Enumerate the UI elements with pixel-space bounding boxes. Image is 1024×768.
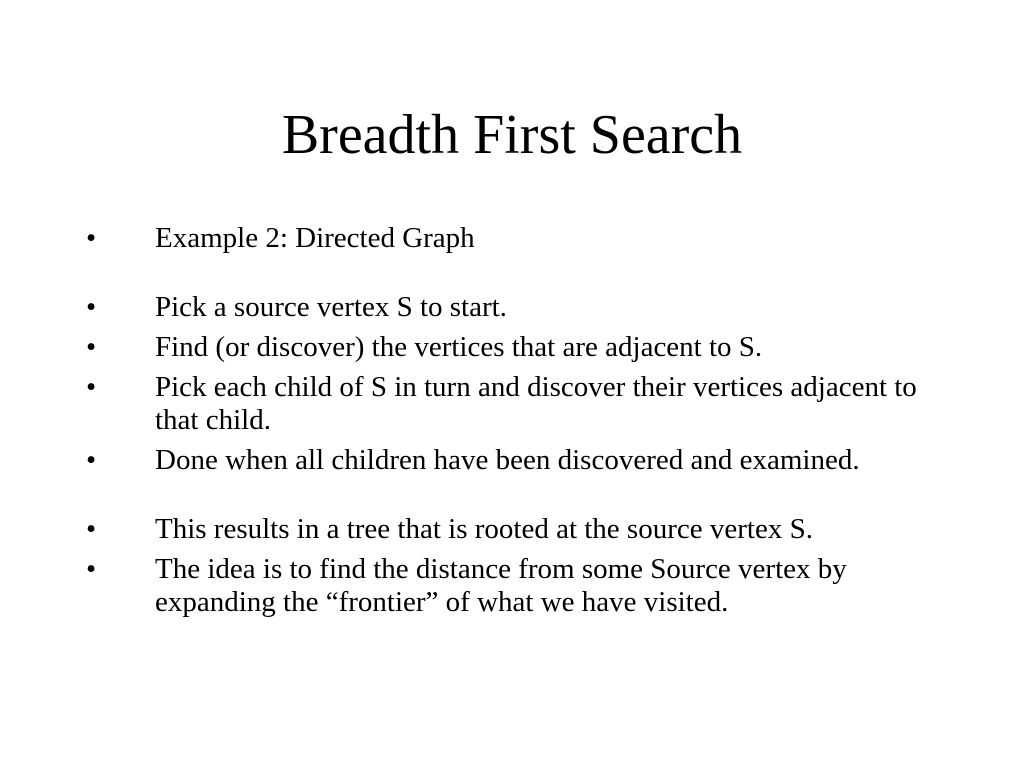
bullet-text: Example 2: Directed Graph — [155, 222, 475, 254]
bullet-item — [0, 331, 1024, 364]
bullet-item — [0, 222, 1024, 255]
slide-title: Breadth First Search — [281, 104, 743, 166]
bullet-marker: • — [86, 291, 97, 323]
bullet-marker: • — [86, 331, 97, 363]
bullet-marker: • — [86, 513, 97, 545]
bullet-text: Pick each child of S in turn and discover their vertices adjacent to that child. — [155, 371, 917, 436]
bullet-item — [0, 553, 1024, 619]
bullet-item — [0, 444, 1024, 477]
bullet-text: The idea is to find the distance from some Source vertex by expanding the “frontier” of what we have visited. — [155, 553, 847, 618]
bullet-list — [0, 222, 1024, 626]
bullet-item — [0, 371, 1024, 437]
bullet-marker: • — [86, 371, 97, 403]
bullet-marker: • — [86, 553, 97, 585]
bullet-item — [0, 291, 1024, 324]
bullet-text: Find (or discover) the vertices that are adjacent to S. — [155, 331, 763, 363]
bullet-text: Pick a source vertex S to start. — [155, 291, 507, 323]
bullet-text: Done when all children have been discovered and examined. — [155, 444, 860, 476]
bullet-marker: • — [86, 222, 97, 254]
bullet-marker: • — [86, 444, 97, 476]
bullet-text: This results in a tree that is rooted at the source vertex S. — [155, 513, 813, 545]
bullet-item — [0, 513, 1024, 546]
